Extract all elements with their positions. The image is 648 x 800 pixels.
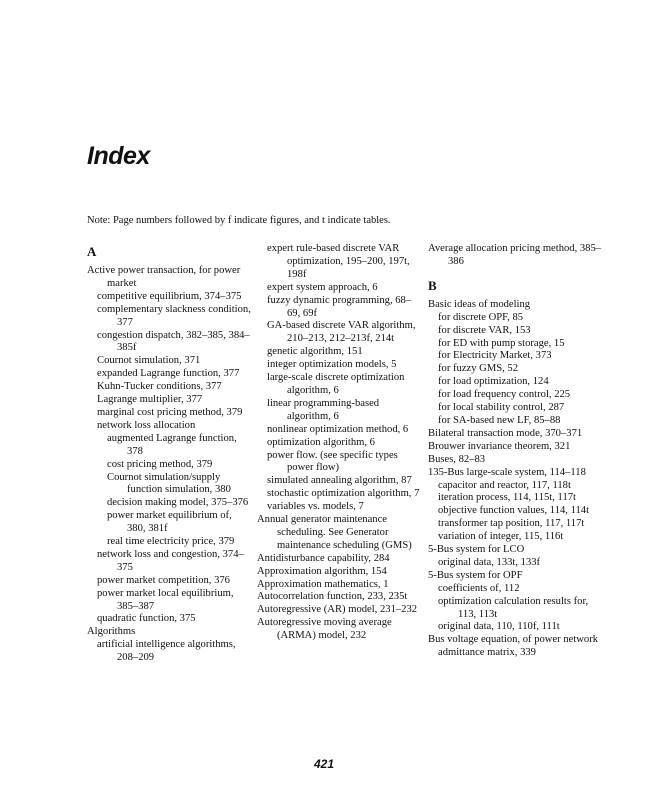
index-subentry: large-scale discrete optimization algorithm, 6 [267, 372, 405, 396]
index-subentry: decision making model, 375–376 [107, 497, 249, 509]
index-subentry: marginal cost pricing method, 379 [97, 406, 243, 418]
index-subentry: expanded Lagrange function, 377 [97, 368, 240, 380]
index-entry: Approximation algorithm, 154 [257, 565, 387, 577]
index-subentry: objective function values, 114, 114t [438, 505, 590, 517]
index-subentry: variation of integer, 115, 116t [438, 531, 564, 543]
index-subentry: power flow. (see specific types power flow) [267, 449, 398, 474]
index-subentry: network loss and congestion, 374–375 [97, 548, 244, 573]
index-subentry: congestion dispatch, 382–385, 384–385f [97, 329, 250, 354]
index-subentry: Kuhn-Tucker conditions, 377 [97, 381, 222, 393]
index-subentry: coefficients of, 112 [438, 582, 520, 594]
index-subentry: simulated annealing algorithm, 87 [267, 475, 412, 487]
section-letter: A [87, 244, 97, 259]
page-number: 421 [313, 757, 335, 771]
index-subentry: for local stability control, 287 [438, 402, 565, 414]
index-subentry: power market competition, 376 [97, 574, 230, 586]
index-entry: Average allocation pricing method, 385–386 [428, 243, 602, 267]
index-subentry: power market equilibrium of, 380, 381f [107, 510, 232, 535]
index-subentry: for discrete VAR, 153 [438, 324, 531, 336]
index-entry: 5-Bus system for OPF [428, 569, 523, 581]
index-subentry: complementary slackness condition, 377 [97, 303, 251, 328]
index-subentry: cost pricing method, 379 [107, 458, 213, 470]
index-subentry: genetic algorithm, 151 [267, 346, 363, 358]
index-subentry: for load frequency control, 225 [438, 389, 571, 401]
index-subentry: admittance matrix, 339 [438, 647, 536, 659]
index-subentry: for discrete OPF, 85 [438, 311, 524, 323]
index-column-3 [428, 243, 603, 660]
index-subentry: Lagrange multiplier, 377 [97, 394, 203, 406]
index-subentry: quadratic function, 375 [97, 613, 196, 625]
index-subentry: variables vs. models, 7 [267, 501, 364, 513]
index-column-2 [257, 243, 422, 643]
index-subentry: augmented Lagrange function, 378 [107, 432, 237, 457]
index-subentry: original data, 110, 110f, 111t [438, 621, 560, 633]
index-entry: Approximation mathematics, 1 [257, 578, 389, 590]
index-subentry: fuzzy dynamic programming, 68–69, 69f [267, 294, 412, 319]
index-subentry: iteration process, 114, 115t, 117t [438, 492, 576, 504]
index-subentry: original data, 133t, 133f [438, 556, 541, 568]
index-subentry: integer optimization models, 5 [267, 359, 397, 371]
index-entry: Annual generator maintenance scheduling. See Generator maintenance scheduling (GMS) [257, 514, 412, 551]
index-entry: Autoregressive moving average (ARMA) model, 232 [257, 617, 392, 642]
section-letter: B [428, 277, 437, 293]
index-subentry: artificial intelligence algorithms, 208–209 [97, 639, 236, 664]
index-entry: 135-Bus large-scale system, 114–118 [428, 466, 586, 478]
index-entry: Bilateral transaction mode, 370–371 [428, 427, 583, 439]
index-note: Note: Page numbers followed by f indicate figures, and t indicate tables. [87, 215, 391, 226]
index-subentry: optimization calculation results for, 113, 113t [438, 595, 589, 620]
index-subentry: GA-based discrete VAR algorithm, 210–213, 212–213f, 214t [267, 320, 416, 345]
index-subentry: capacitor and reactor, 117, 118t [438, 479, 571, 491]
index-subentry: for fuzzy GMS, 52 [438, 363, 519, 375]
page-title: Index [87, 142, 150, 170]
index-subentry: expert rule-based discrete VAR optimization, 195–200, 197t, 198f [267, 243, 410, 280]
index-subentry: optimization algorithm, 6 [267, 436, 375, 448]
index-entry: Basic ideas of modeling [428, 298, 531, 310]
index-subentry: linear programming-based algorithm, 6 [267, 397, 380, 422]
index-subentry: expert system approach, 6 [267, 281, 378, 293]
index-entry: Bus voltage equation, of power network [428, 634, 599, 646]
index-entry: Algorithms [87, 626, 136, 638]
index-subentry: for load optimization, 124 [438, 376, 549, 388]
index-entry: Buses, 82–83 [428, 453, 486, 465]
index-subentry: nonlinear optimization method, 6 [267, 423, 409, 435]
index-subentry: power market local equilibrium, 385–387 [97, 587, 234, 612]
index-subentry: network loss allocation [97, 419, 196, 431]
index-subentry: stochastic optimization algorithm, 7 [267, 488, 420, 500]
index-subentry: for ED with pump storage, 15 [438, 337, 565, 349]
index-subentry: Cournot simulation, 371 [97, 355, 201, 367]
index-subentry: for SA-based new LF, 85–88 [438, 414, 561, 426]
index-subentry: for Electricity Market, 373 [438, 350, 552, 362]
index-entry: Autocorrelation function, 233, 235t [257, 591, 408, 603]
index-subentry: real time electricity price, 379 [107, 536, 235, 548]
index-entry: 5-Bus system for LCO [428, 544, 525, 556]
index-subentry: transformer tap position, 117, 117t [438, 518, 585, 530]
index-entry: Brouwer invariance theorem, 321 [428, 440, 571, 452]
index-entry: Autoregressive (AR) model, 231–232 [257, 604, 418, 616]
index-entry: Active power transaction, for power market [87, 265, 241, 289]
index-entry: Antidisturbance capability, 284 [257, 552, 390, 564]
index-subentry: Cournot simulation/supply function simulation, 380 [107, 471, 231, 496]
index-subentry: competitive equilibrium, 374–375 [97, 290, 242, 302]
index-column-1 [87, 243, 252, 665]
